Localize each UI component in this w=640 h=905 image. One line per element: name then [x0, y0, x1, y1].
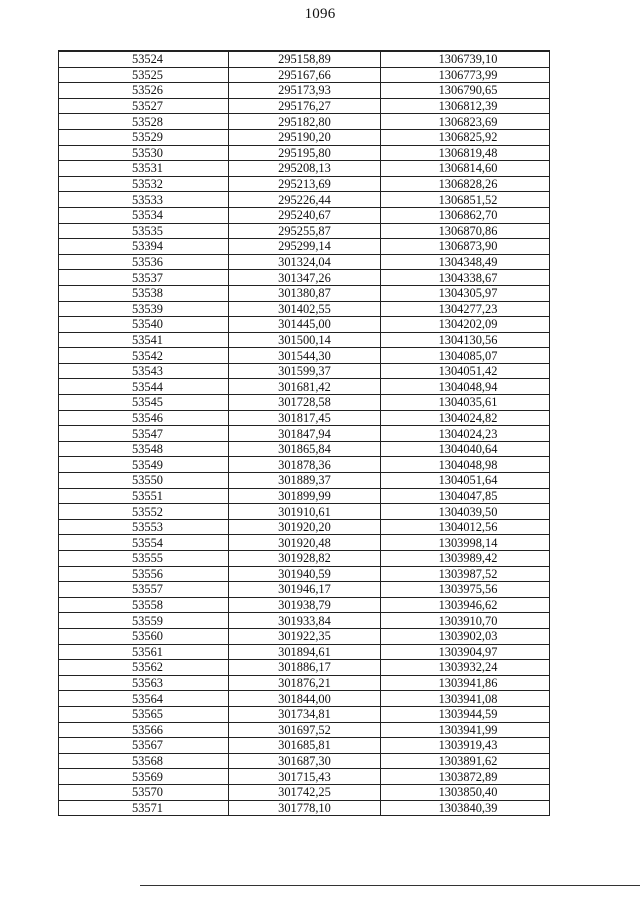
point-number-cell: 53537 [59, 270, 229, 286]
x-coordinate-cell: 295158,89 [229, 51, 381, 67]
point-number-cell: 53533 [59, 192, 229, 208]
table-row [59, 769, 550, 785]
y-coordinate-cell: 1304202,09 [381, 317, 550, 333]
page-number: 1096 [304, 6, 336, 22]
point-number-cell: 53567 [59, 738, 229, 754]
table-row [59, 410, 550, 426]
x-coordinate-cell: 295299,14 [229, 239, 381, 255]
point-number-cell: 53535 [59, 223, 229, 239]
y-coordinate-cell: 1304305,97 [381, 285, 550, 301]
y-coordinate-cell: 1306819,48 [381, 145, 550, 161]
x-coordinate-cell: 295240,67 [229, 207, 381, 223]
point-number-cell: 53565 [59, 706, 229, 722]
point-number-cell: 53524 [59, 51, 229, 67]
point-number-cell: 53563 [59, 675, 229, 691]
point-number-cell: 53556 [59, 566, 229, 582]
point-number-cell: 53528 [59, 114, 229, 130]
point-number-cell: 53547 [59, 426, 229, 442]
point-number-cell: 53543 [59, 363, 229, 379]
table-row [59, 519, 550, 535]
x-coordinate-cell: 301445,00 [229, 317, 381, 333]
point-number-cell: 53554 [59, 535, 229, 551]
y-coordinate-cell: 1304277,23 [381, 301, 550, 317]
point-number-cell: 53394 [59, 239, 229, 255]
x-coordinate-cell: 295167,66 [229, 67, 381, 83]
table-row [59, 161, 550, 177]
x-coordinate-cell: 301324,04 [229, 254, 381, 270]
table-row [59, 566, 550, 582]
y-coordinate-cell: 1303904,97 [381, 644, 550, 660]
table-row [59, 254, 550, 270]
y-coordinate-cell: 1303932,24 [381, 660, 550, 676]
x-coordinate-cell: 295213,69 [229, 176, 381, 192]
y-coordinate-cell: 1306828,26 [381, 176, 550, 192]
table-row [59, 348, 550, 364]
y-coordinate-cell: 1304085,07 [381, 348, 550, 364]
x-coordinate-cell: 301687,30 [229, 753, 381, 769]
point-number-cell: 53527 [59, 98, 229, 114]
x-coordinate-cell: 295190,20 [229, 129, 381, 145]
x-coordinate-cell: 301681,42 [229, 379, 381, 395]
point-number-cell: 53557 [59, 582, 229, 598]
x-coordinate-cell: 301742,25 [229, 784, 381, 800]
y-coordinate-cell: 1306870,86 [381, 223, 550, 239]
y-coordinate-cell: 1304035,61 [381, 395, 550, 411]
x-coordinate-cell: 295195,80 [229, 145, 381, 161]
y-coordinate-cell: 1306814,60 [381, 161, 550, 177]
table-row [59, 441, 550, 457]
point-number-cell: 53552 [59, 504, 229, 520]
y-coordinate-cell: 1304040,64 [381, 441, 550, 457]
y-coordinate-cell: 1306790,65 [381, 83, 550, 99]
y-coordinate-cell: 1304039,50 [381, 504, 550, 520]
x-coordinate-cell: 301380,87 [229, 285, 381, 301]
table-row [59, 285, 550, 301]
x-coordinate-cell: 301933,84 [229, 613, 381, 629]
table-row [59, 473, 550, 489]
point-number-cell: 53571 [59, 800, 229, 816]
y-coordinate-cell: 1306739,10 [381, 51, 550, 67]
point-number-cell: 53531 [59, 161, 229, 177]
x-coordinate-cell: 301817,45 [229, 410, 381, 426]
y-coordinate-cell: 1304024,82 [381, 410, 550, 426]
table-row [59, 426, 550, 442]
table-row [59, 784, 550, 800]
table-row [59, 613, 550, 629]
y-coordinate-cell: 1303872,89 [381, 769, 550, 785]
point-number-cell: 53534 [59, 207, 229, 223]
x-coordinate-cell: 295208,13 [229, 161, 381, 177]
point-number-cell: 53564 [59, 691, 229, 707]
table-row [59, 98, 550, 114]
x-coordinate-cell: 301402,55 [229, 301, 381, 317]
point-number-cell: 53570 [59, 784, 229, 800]
x-coordinate-cell: 301899,99 [229, 488, 381, 504]
x-coordinate-cell: 301778,10 [229, 800, 381, 816]
y-coordinate-cell: 1303941,99 [381, 722, 550, 738]
table-row [59, 270, 550, 286]
point-number-cell: 53568 [59, 753, 229, 769]
point-number-cell: 53548 [59, 441, 229, 457]
y-coordinate-cell: 1303850,40 [381, 784, 550, 800]
y-coordinate-cell: 1303891,62 [381, 753, 550, 769]
y-coordinate-cell: 1303987,52 [381, 566, 550, 582]
x-coordinate-cell: 295226,44 [229, 192, 381, 208]
x-coordinate-cell: 301734,81 [229, 706, 381, 722]
table-row [59, 722, 550, 738]
table-row [59, 114, 550, 130]
y-coordinate-cell: 1303840,39 [381, 800, 550, 816]
point-number-cell: 53551 [59, 488, 229, 504]
point-number-cell: 53560 [59, 628, 229, 644]
table-row [59, 706, 550, 722]
point-number-cell: 53541 [59, 332, 229, 348]
point-number-cell: 53540 [59, 317, 229, 333]
point-number-cell: 53539 [59, 301, 229, 317]
table-row [59, 301, 550, 317]
x-coordinate-cell: 301920,48 [229, 535, 381, 551]
table-row [59, 317, 550, 333]
table-row [59, 395, 550, 411]
x-coordinate-cell: 301685,81 [229, 738, 381, 754]
y-coordinate-cell: 1303902,03 [381, 628, 550, 644]
y-coordinate-cell: 1306873,90 [381, 239, 550, 255]
x-coordinate-cell: 301865,84 [229, 441, 381, 457]
table-row [59, 551, 550, 567]
point-number-cell: 53550 [59, 473, 229, 489]
y-coordinate-cell: 1304051,64 [381, 473, 550, 489]
y-coordinate-cell: 1304047,85 [381, 488, 550, 504]
y-coordinate-cell: 1303944,59 [381, 706, 550, 722]
table-row [59, 644, 550, 660]
y-coordinate-cell: 1306862,70 [381, 207, 550, 223]
y-coordinate-cell: 1303941,08 [381, 691, 550, 707]
point-number-cell: 53561 [59, 644, 229, 660]
y-coordinate-cell: 1306812,39 [381, 98, 550, 114]
point-number-cell: 53542 [59, 348, 229, 364]
x-coordinate-cell: 301938,79 [229, 597, 381, 613]
x-coordinate-cell: 301728,58 [229, 395, 381, 411]
point-number-cell: 53562 [59, 660, 229, 676]
x-coordinate-cell: 301894,61 [229, 644, 381, 660]
x-coordinate-cell: 295176,27 [229, 98, 381, 114]
table-row [59, 753, 550, 769]
table-row [59, 535, 550, 551]
table-row [59, 675, 550, 691]
table-row [59, 379, 550, 395]
x-coordinate-cell: 301889,37 [229, 473, 381, 489]
point-number-cell: 53553 [59, 519, 229, 535]
point-number-cell: 53555 [59, 551, 229, 567]
x-coordinate-cell: 301920,20 [229, 519, 381, 535]
table-row [59, 597, 550, 613]
table-row [59, 51, 550, 67]
y-coordinate-cell: 1303941,86 [381, 675, 550, 691]
y-coordinate-cell: 1304051,42 [381, 363, 550, 379]
y-coordinate-cell: 1304348,49 [381, 254, 550, 270]
table-row [59, 67, 550, 83]
x-coordinate-cell: 301599,37 [229, 363, 381, 379]
table-row [59, 582, 550, 598]
x-coordinate-cell: 301347,26 [229, 270, 381, 286]
coordinates-table [58, 50, 550, 816]
table-row [59, 83, 550, 99]
table-row [59, 800, 550, 816]
point-number-cell: 53549 [59, 457, 229, 473]
point-number-cell: 53546 [59, 410, 229, 426]
point-number-cell: 53538 [59, 285, 229, 301]
y-coordinate-cell: 1304024,23 [381, 426, 550, 442]
x-coordinate-cell: 295173,93 [229, 83, 381, 99]
table-row [59, 145, 550, 161]
x-coordinate-cell: 301946,17 [229, 582, 381, 598]
x-coordinate-cell: 301876,21 [229, 675, 381, 691]
y-coordinate-cell: 1306851,52 [381, 192, 550, 208]
x-coordinate-cell: 301910,61 [229, 504, 381, 520]
point-number-cell: 53558 [59, 597, 229, 613]
point-number-cell: 53530 [59, 145, 229, 161]
table-row [59, 691, 550, 707]
table-row [59, 332, 550, 348]
x-coordinate-cell: 301878,36 [229, 457, 381, 473]
point-number-cell: 53532 [59, 176, 229, 192]
x-coordinate-cell: 301500,14 [229, 332, 381, 348]
x-coordinate-cell: 301844,00 [229, 691, 381, 707]
point-number-cell: 53559 [59, 613, 229, 629]
table-row [59, 660, 550, 676]
x-coordinate-cell: 301922,35 [229, 628, 381, 644]
y-coordinate-cell: 1303975,56 [381, 582, 550, 598]
table-row [59, 192, 550, 208]
y-coordinate-cell: 1304048,94 [381, 379, 550, 395]
point-number-cell: 53545 [59, 395, 229, 411]
y-coordinate-cell: 1304130,56 [381, 332, 550, 348]
table-row [59, 738, 550, 754]
x-coordinate-cell: 301886,17 [229, 660, 381, 676]
table-row [59, 207, 550, 223]
y-coordinate-cell: 1303998,14 [381, 535, 550, 551]
x-coordinate-cell: 301544,30 [229, 348, 381, 364]
point-number-cell: 53569 [59, 769, 229, 785]
table-row [59, 628, 550, 644]
point-number-cell: 53536 [59, 254, 229, 270]
table-row [59, 129, 550, 145]
y-coordinate-cell: 1306823,69 [381, 114, 550, 130]
table-row [59, 457, 550, 473]
table-row [59, 176, 550, 192]
x-coordinate-cell: 295255,87 [229, 223, 381, 239]
y-coordinate-cell: 1303946,62 [381, 597, 550, 613]
table-row [59, 239, 550, 255]
x-coordinate-cell: 295182,80 [229, 114, 381, 130]
y-coordinate-cell: 1306825,92 [381, 129, 550, 145]
y-coordinate-cell: 1304338,67 [381, 270, 550, 286]
coordinates-table-body [59, 51, 550, 816]
table-row [59, 223, 550, 239]
point-number-cell: 53526 [59, 83, 229, 99]
point-number-cell: 53525 [59, 67, 229, 83]
point-number-cell: 53544 [59, 379, 229, 395]
table-row [59, 488, 550, 504]
table-row [59, 363, 550, 379]
bottom-rule [140, 885, 640, 886]
y-coordinate-cell: 1304048,98 [381, 457, 550, 473]
x-coordinate-cell: 301847,94 [229, 426, 381, 442]
x-coordinate-cell: 301697,52 [229, 722, 381, 738]
x-coordinate-cell: 301940,59 [229, 566, 381, 582]
y-coordinate-cell: 1306773,99 [381, 67, 550, 83]
point-number-cell: 53529 [59, 129, 229, 145]
x-coordinate-cell: 301928,82 [229, 551, 381, 567]
y-coordinate-cell: 1303989,42 [381, 551, 550, 567]
y-coordinate-cell: 1303910,70 [381, 613, 550, 629]
point-number-cell: 53566 [59, 722, 229, 738]
y-coordinate-cell: 1304012,56 [381, 519, 550, 535]
table-row [59, 504, 550, 520]
x-coordinate-cell: 301715,43 [229, 769, 381, 785]
y-coordinate-cell: 1303919,43 [381, 738, 550, 754]
